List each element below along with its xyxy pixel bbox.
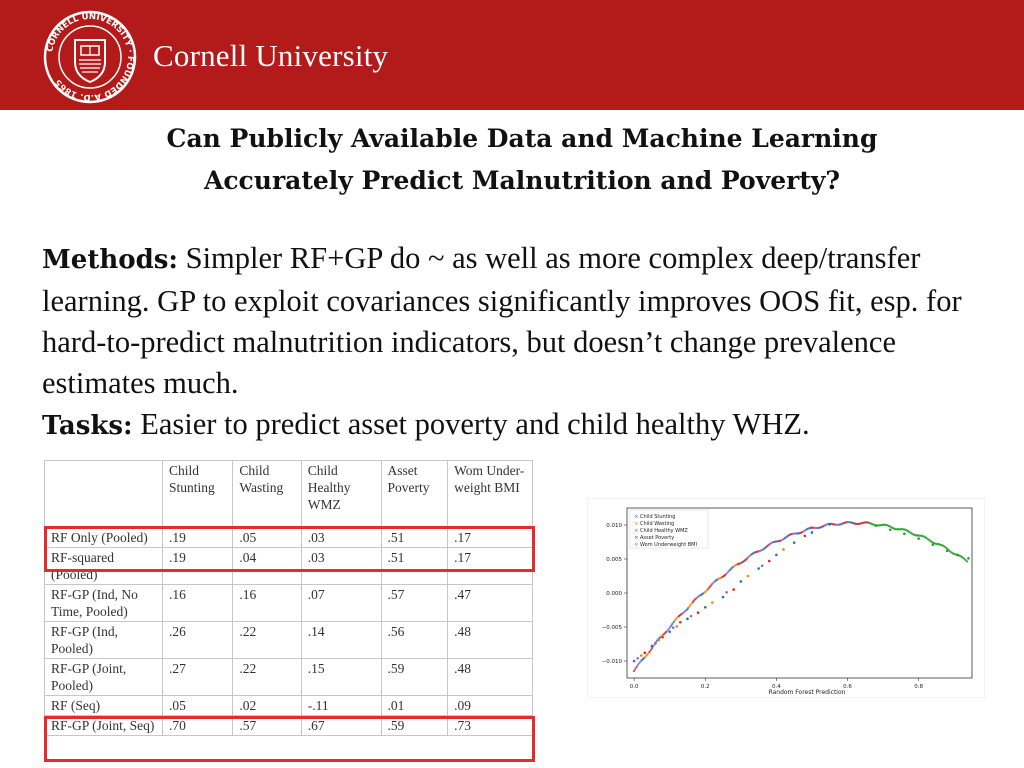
table-cell: .05 — [163, 696, 233, 716]
scatter-point — [634, 668, 636, 670]
scatter-point — [966, 560, 968, 562]
scatter-point — [651, 647, 653, 649]
table-header-cell: Child Healthy WMZ — [301, 461, 381, 528]
table-cell: .47 — [448, 585, 533, 622]
table-row — [45, 548, 533, 585]
scatter-point — [956, 554, 959, 557]
table-cell: .48 — [448, 659, 533, 696]
table-header-cell: Wom Under-weight BMI — [448, 461, 533, 528]
row-label: RF (Seq) — [45, 696, 163, 716]
scatter-point — [828, 523, 831, 526]
scatter-point — [675, 625, 678, 628]
table-cell: .16 — [233, 585, 301, 622]
scatter-point — [804, 535, 807, 538]
table-cell: .56 — [381, 622, 448, 659]
scatter-point — [650, 649, 652, 651]
y-tick-label: 0.005 — [606, 557, 622, 563]
title-line-2: Accurately Predict Malnutrition and Poverty? — [203, 166, 841, 195]
table-cell: .03 — [301, 528, 381, 548]
header-bar — [0, 0, 1024, 110]
scatter-point — [768, 560, 771, 563]
scatter-point — [633, 670, 635, 672]
table-cell: .01 — [381, 696, 448, 716]
tasks-text: Easier to predict asset poverty and child healthy WHZ. — [132, 407, 810, 441]
scatter-point — [757, 567, 760, 570]
scatter-point — [889, 528, 892, 531]
legend-entry: Child Stunting — [640, 514, 676, 520]
legend-marker: × — [634, 535, 639, 541]
row-label: RF-GP (Ind, No Time, Pooled) — [45, 585, 163, 622]
table-cell: .04 — [233, 548, 301, 585]
table-header-cell — [45, 461, 163, 528]
row-label: RF-GP (Ind, Pooled) — [45, 622, 163, 659]
table-cell: .73 — [448, 716, 533, 736]
scatter-point — [651, 645, 654, 648]
table-row — [45, 528, 533, 548]
slide-body — [42, 238, 1002, 447]
legend-entry: Wom Underweight BMI — [640, 542, 697, 548]
scatter-point — [875, 524, 878, 527]
scatter-point — [711, 601, 714, 604]
svg-text:CORNELL UNIVERSITY · FOUNDED A: CORNELL UNIVERSITY · FOUNDED A.D. 1865 — [45, 11, 136, 103]
scatter-point — [917, 537, 920, 540]
scatter-point — [932, 543, 935, 546]
table-cell: .59 — [381, 659, 448, 696]
x-axis-label: Random Forest Prediction — [768, 689, 846, 696]
scatter-point — [903, 533, 906, 536]
table-cell: .14 — [301, 622, 381, 659]
scatter-point — [668, 630, 671, 633]
table-row — [45, 585, 533, 622]
table-cell: .51 — [381, 548, 448, 585]
scatter-plot — [587, 498, 985, 698]
scatter-point — [672, 626, 675, 629]
scatter-point — [740, 580, 743, 583]
legend-marker: × — [634, 542, 639, 548]
table-cell: .05 — [233, 528, 301, 548]
table-cell: .19 — [163, 528, 233, 548]
scatter-point — [636, 657, 639, 660]
y-tick-label: −0.010 — [601, 659, 622, 665]
scatter-point — [782, 548, 785, 551]
table-cell: .16 — [163, 585, 233, 622]
scatter-point — [761, 565, 764, 568]
scatter-point — [704, 606, 707, 609]
table-cell: .27 — [163, 659, 233, 696]
table-cell: .59 — [381, 716, 448, 736]
methods-text: Simpler RF+GP do ~ as well as more complex deep/transfer learning. GP to exploit covariances significantly improves OOS fit, esp. for hard-to-predict malnutrition indicators, but doesn’t change prevalence estimates much. — [42, 241, 962, 400]
legend-marker: × — [634, 514, 639, 520]
results-table — [44, 460, 533, 736]
table-cell: .19 — [163, 548, 233, 585]
scatter-point — [775, 554, 778, 557]
scatter-point — [967, 557, 970, 560]
scatter-point — [793, 541, 796, 544]
table-cell: .57 — [381, 585, 448, 622]
row-label: RF Only (Pooled) — [45, 528, 163, 548]
table-cell: .48 — [448, 622, 533, 659]
tasks-label: Tasks: — [42, 411, 133, 441]
table-cell: .26 — [163, 622, 233, 659]
table-cell: .17 — [448, 528, 533, 548]
scatter-point — [679, 621, 682, 624]
table-cell: .02 — [233, 696, 301, 716]
scatter-point — [643, 652, 646, 655]
table-row — [45, 716, 533, 736]
y-tick-label: 0.000 — [606, 591, 622, 597]
scatter-point — [722, 596, 725, 599]
x-tick-label: 0.8 — [914, 684, 924, 690]
scatter-point — [732, 588, 735, 591]
table-cell: .03 — [301, 548, 381, 585]
scatter-point — [690, 615, 693, 618]
table-header-cell: Child Stunting — [163, 461, 233, 528]
x-tick-label: 0.2 — [700, 684, 710, 690]
scatter-point — [640, 654, 643, 657]
scatter-point — [811, 531, 814, 534]
row-label: RF-GP (Joint, Seq) — [45, 716, 163, 736]
table-cell: -.11 — [301, 696, 381, 716]
legend-entry: Child Wasting — [640, 521, 675, 527]
legend-marker: × — [634, 528, 639, 534]
table-cell: .67 — [301, 716, 381, 736]
table-row — [45, 659, 533, 696]
row-label: RF-GP (Joint, Pooled) — [45, 659, 163, 696]
cornell-seal-logo — [43, 10, 137, 104]
table-cell: .09 — [448, 696, 533, 716]
table-header-row — [45, 461, 533, 528]
table-cell: .07 — [301, 585, 381, 622]
scatter-point — [697, 611, 700, 614]
scatter-point — [747, 575, 750, 578]
x-tick-label: 0.6 — [843, 684, 852, 690]
table-row — [45, 696, 533, 716]
scatter-point — [636, 666, 638, 668]
table-cell: .22 — [233, 622, 301, 659]
table-cell: .70 — [163, 716, 233, 736]
table-cell: .15 — [301, 659, 381, 696]
y-tick-label: −0.005 — [601, 625, 622, 631]
table-header-cell: Child Wasting — [233, 461, 301, 528]
scatter-point — [654, 642, 657, 645]
table-header-cell: Asset Poverty — [381, 461, 448, 528]
university-name: Cornell University — [153, 38, 389, 73]
table-row — [45, 622, 533, 659]
y-tick-label: 0.010 — [606, 523, 622, 529]
scatter-point — [725, 591, 728, 594]
x-tick-label: 0.4 — [772, 684, 781, 690]
slide-title — [40, 118, 1004, 202]
table-cell: .51 — [381, 528, 448, 548]
table-cell: .17 — [448, 548, 533, 585]
scatter-point — [658, 639, 661, 642]
legend-entry: Child Healthy WMZ — [640, 528, 688, 534]
scatter-point — [946, 550, 949, 553]
table-cell: .22 — [233, 659, 301, 696]
x-tick-label: 0.0 — [629, 684, 639, 690]
row-label: RF-squared (Pooled) — [45, 548, 163, 585]
methods-label: Methods: — [42, 245, 178, 275]
scatter-point — [661, 636, 664, 639]
legend-entry: Asset Poverty — [640, 535, 675, 541]
table-cell: .57 — [233, 716, 301, 736]
legend-marker: × — [634, 521, 639, 527]
scatter-point — [633, 660, 636, 663]
title-line-1: Can Publicly Available Data and Machine Learning — [166, 124, 878, 153]
scatter-point — [686, 618, 689, 621]
